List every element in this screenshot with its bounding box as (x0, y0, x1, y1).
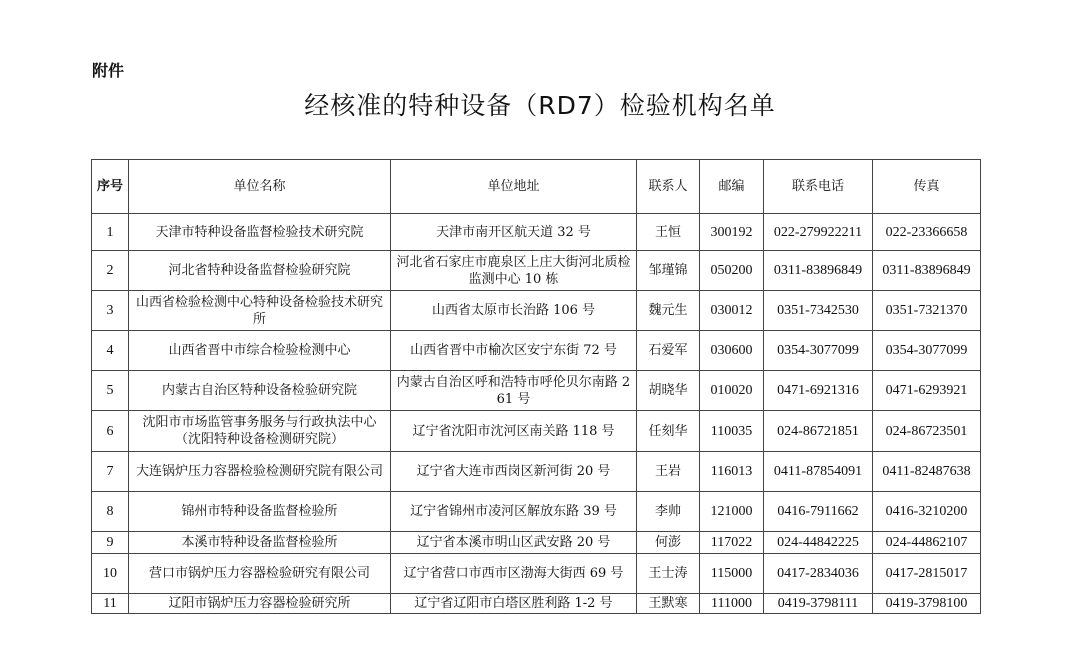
header-contact: 联系人 (637, 160, 700, 214)
address-cell: 辽宁省本溪市明山区武安路 20 号 (391, 532, 637, 554)
contact-cell: 胡晓华 (637, 371, 700, 411)
fax-cell: 0311-83896849 (873, 251, 981, 291)
row-number: 8 (92, 492, 129, 532)
institution-table (91, 159, 981, 614)
postcode-cell: 030012 (700, 291, 764, 331)
contact-cell: 石爱军 (637, 331, 700, 371)
postcode-cell: 111000 (700, 594, 764, 614)
contact-cell: 任刻华 (637, 411, 700, 452)
postcode-cell: 117022 (700, 532, 764, 554)
table-row (92, 291, 981, 331)
phone-cell: 024-86721851 (764, 411, 873, 452)
contact-cell: 何澎 (637, 532, 700, 554)
address-cell: 辽宁省辽阳市白塔区胜利路 1-2 号 (391, 594, 637, 614)
address-cell: 天津市南开区航天道 32 号 (391, 214, 637, 251)
postcode-cell: 121000 (700, 492, 764, 532)
row-number: 2 (92, 251, 129, 291)
fax-cell: 0351-7321370 (873, 291, 981, 331)
unit-name-cell: 山西省晋中市综合检验检测中心 (129, 331, 391, 371)
address-cell: 河北省石家庄市鹿泉区上庄大街河北质检监测中心 10 栋 (391, 251, 637, 291)
unit-name-cell: 山西省检验检测中心特种设备检验技术研究所 (129, 291, 391, 331)
fax-cell: 0419-3798100 (873, 594, 981, 614)
header-phone: 联系电话 (764, 160, 873, 214)
row-number: 1 (92, 214, 129, 251)
contact-cell: 王默寒 (637, 594, 700, 614)
address-cell: 辽宁省沈阳市沈河区南关路 118 号 (391, 411, 637, 452)
fax-cell: 0417-2815017 (873, 554, 981, 594)
unit-name-cell: 大连锅炉压力容器检验检测研究院有限公司 (129, 452, 391, 492)
table-row (92, 371, 981, 411)
phone-cell: 0416-7911662 (764, 492, 873, 532)
phone-cell: 0417-2834036 (764, 554, 873, 594)
phone-cell: 024-44842225 (764, 532, 873, 554)
postcode-cell: 050200 (700, 251, 764, 291)
unit-name-cell: 沈阳市市场监管事务服务与行政执法中心（沈阳特种设备检测研究院） (129, 411, 391, 452)
header-fax: 传真 (873, 160, 981, 214)
header-postcode: 邮编 (700, 160, 764, 214)
unit-name-cell: 本溪市特种设备监督检验所 (129, 532, 391, 554)
phone-cell: 0351-7342530 (764, 291, 873, 331)
address-cell: 山西省太原市长治路 106 号 (391, 291, 637, 331)
contact-cell: 魏元生 (637, 291, 700, 331)
annex-label: 附件 (92, 61, 125, 80)
address-cell: 内蒙古自治区呼和浩特市呼伦贝尔南路 261 号 (391, 371, 637, 411)
unit-name-cell: 内蒙古自治区特种设备检验研究院 (129, 371, 391, 411)
header-unit-name: 单位名称 (129, 160, 391, 214)
postcode-cell: 010020 (700, 371, 764, 411)
table-row (92, 492, 981, 532)
phone-cell: 0411-87854091 (764, 452, 873, 492)
row-number: 10 (92, 554, 129, 594)
phone-cell: 0419-3798111 (764, 594, 873, 614)
fax-cell: 024-86723501 (873, 411, 981, 452)
phone-cell: 022-279922211 (764, 214, 873, 251)
phone-cell: 0311-83896849 (764, 251, 873, 291)
unit-name-cell: 天津市特种设备监督检验技术研究院 (129, 214, 391, 251)
contact-cell: 王岩 (637, 452, 700, 492)
document-title: 经核准的特种设备（RD7）检验机构名单 (304, 91, 776, 120)
postcode-cell: 110035 (700, 411, 764, 452)
fax-cell: 0416-3210200 (873, 492, 981, 532)
row-number: 11 (92, 594, 129, 614)
postcode-cell: 300192 (700, 214, 764, 251)
phone-cell: 0354-3077099 (764, 331, 873, 371)
table-row (92, 554, 981, 594)
fax-cell: 0411-82487638 (873, 452, 981, 492)
address-cell: 山西省晋中市榆次区安宁东街 72 号 (391, 331, 637, 371)
table-header-row (92, 160, 981, 214)
postcode-cell: 116013 (700, 452, 764, 492)
contact-cell: 王士涛 (637, 554, 700, 594)
postcode-cell: 030600 (700, 331, 764, 371)
fax-cell: 022-23366658 (873, 214, 981, 251)
phone-cell: 0471-6921316 (764, 371, 873, 411)
header-no: 序号 (92, 160, 129, 214)
contact-cell: 王恒 (637, 214, 700, 251)
fax-cell: 024-44862107 (873, 532, 981, 554)
row-number: 6 (92, 411, 129, 452)
table-row (92, 214, 981, 251)
table-row (92, 452, 981, 492)
postcode-cell: 115000 (700, 554, 764, 594)
table-body (92, 214, 981, 614)
row-number: 3 (92, 291, 129, 331)
unit-name-cell: 锦州市特种设备监督检验所 (129, 492, 391, 532)
table-row (92, 251, 981, 291)
table-row (92, 594, 981, 614)
row-number: 5 (92, 371, 129, 411)
table-row (92, 532, 981, 554)
table-row (92, 411, 981, 452)
unit-name-cell: 河北省特种设备监督检验研究院 (129, 251, 391, 291)
contact-cell: 李帅 (637, 492, 700, 532)
address-cell: 辽宁省锦州市凌河区解放东路 39 号 (391, 492, 637, 532)
unit-name-cell: 辽阳市锅炉压力容器检验研究所 (129, 594, 391, 614)
table-row (92, 331, 981, 371)
contact-cell: 邹瑾锦 (637, 251, 700, 291)
address-cell: 辽宁省营口市西市区渤海大街西 69 号 (391, 554, 637, 594)
unit-name-cell: 营口市锅炉压力容器检验研究有限公司 (129, 554, 391, 594)
header-address: 单位地址 (391, 160, 637, 214)
row-number: 9 (92, 532, 129, 554)
row-number: 7 (92, 452, 129, 492)
fax-cell: 0471-6293921 (873, 371, 981, 411)
row-number: 4 (92, 331, 129, 371)
address-cell: 辽宁省大连市西岗区新河街 20 号 (391, 452, 637, 492)
fax-cell: 0354-3077099 (873, 331, 981, 371)
